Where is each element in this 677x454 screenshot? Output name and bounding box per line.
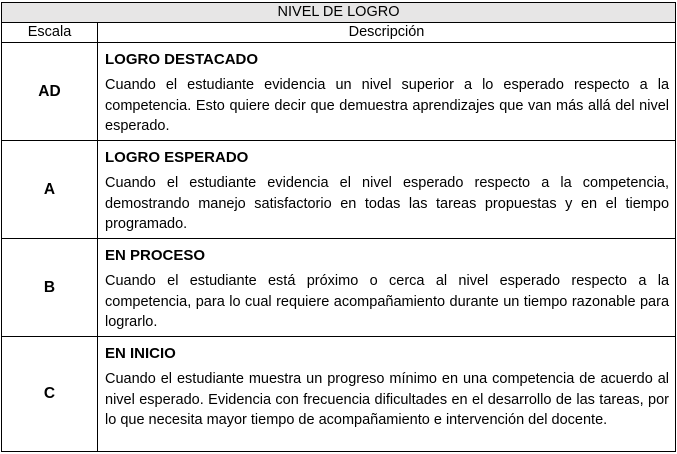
table-header-row bbox=[2, 23, 676, 43]
level-description: Cuando el estudiante está próximo o cerca al nivel esperado respecto a la competencia, para lo cual requiere acompañamiento durante un tiempo razonable para lograrlo. bbox=[105, 273, 670, 330]
description-cell bbox=[98, 141, 676, 239]
description-cell bbox=[98, 239, 676, 337]
level-name: LOGRO DESTACADO bbox=[105, 51, 259, 68]
description-cell bbox=[98, 43, 676, 141]
scale-value: AD bbox=[2, 43, 98, 141]
table-title: NIVEL DE LOGRO bbox=[2, 3, 676, 23]
table-row bbox=[2, 337, 676, 452]
level-description: Cuando el estudiante evidencia el nivel esperado respecto a la competencia, demostrando manejo satisfactorio en todas las tareas propuestas y en el tiempo programado. bbox=[105, 175, 670, 232]
header-scale: Escala bbox=[2, 23, 98, 43]
table-row bbox=[2, 43, 676, 141]
scale-value: A bbox=[2, 141, 98, 239]
level-name: EN PROCESO bbox=[105, 247, 206, 264]
description-cell bbox=[98, 337, 676, 452]
scale-value: B bbox=[2, 239, 98, 337]
table-title-row bbox=[2, 3, 676, 23]
level-name: EN INICIO bbox=[105, 345, 176, 362]
achievement-level-table bbox=[1, 2, 676, 452]
level-name: LOGRO ESPERADO bbox=[105, 149, 249, 166]
header-description: Descripción bbox=[98, 23, 676, 43]
table-row bbox=[2, 141, 676, 239]
level-description: Cuando el estudiante muestra un progreso mínimo en una competencia de acuerdo al nivel esperado. Evidencia con frecuencia dificultades en el desarrollo de las tareas, por lo que necesita mayor tiempo de acompañamiento e intervención del docente. bbox=[105, 371, 670, 428]
level-description: Cuando el estudiante evidencia un nivel superior a lo esperado respecto a la competencia. Esto quiere decir que demuestra aprendizajes que van más allá del nivel esperado. bbox=[105, 77, 670, 134]
table-row bbox=[2, 239, 676, 337]
scale-value: C bbox=[2, 337, 98, 452]
